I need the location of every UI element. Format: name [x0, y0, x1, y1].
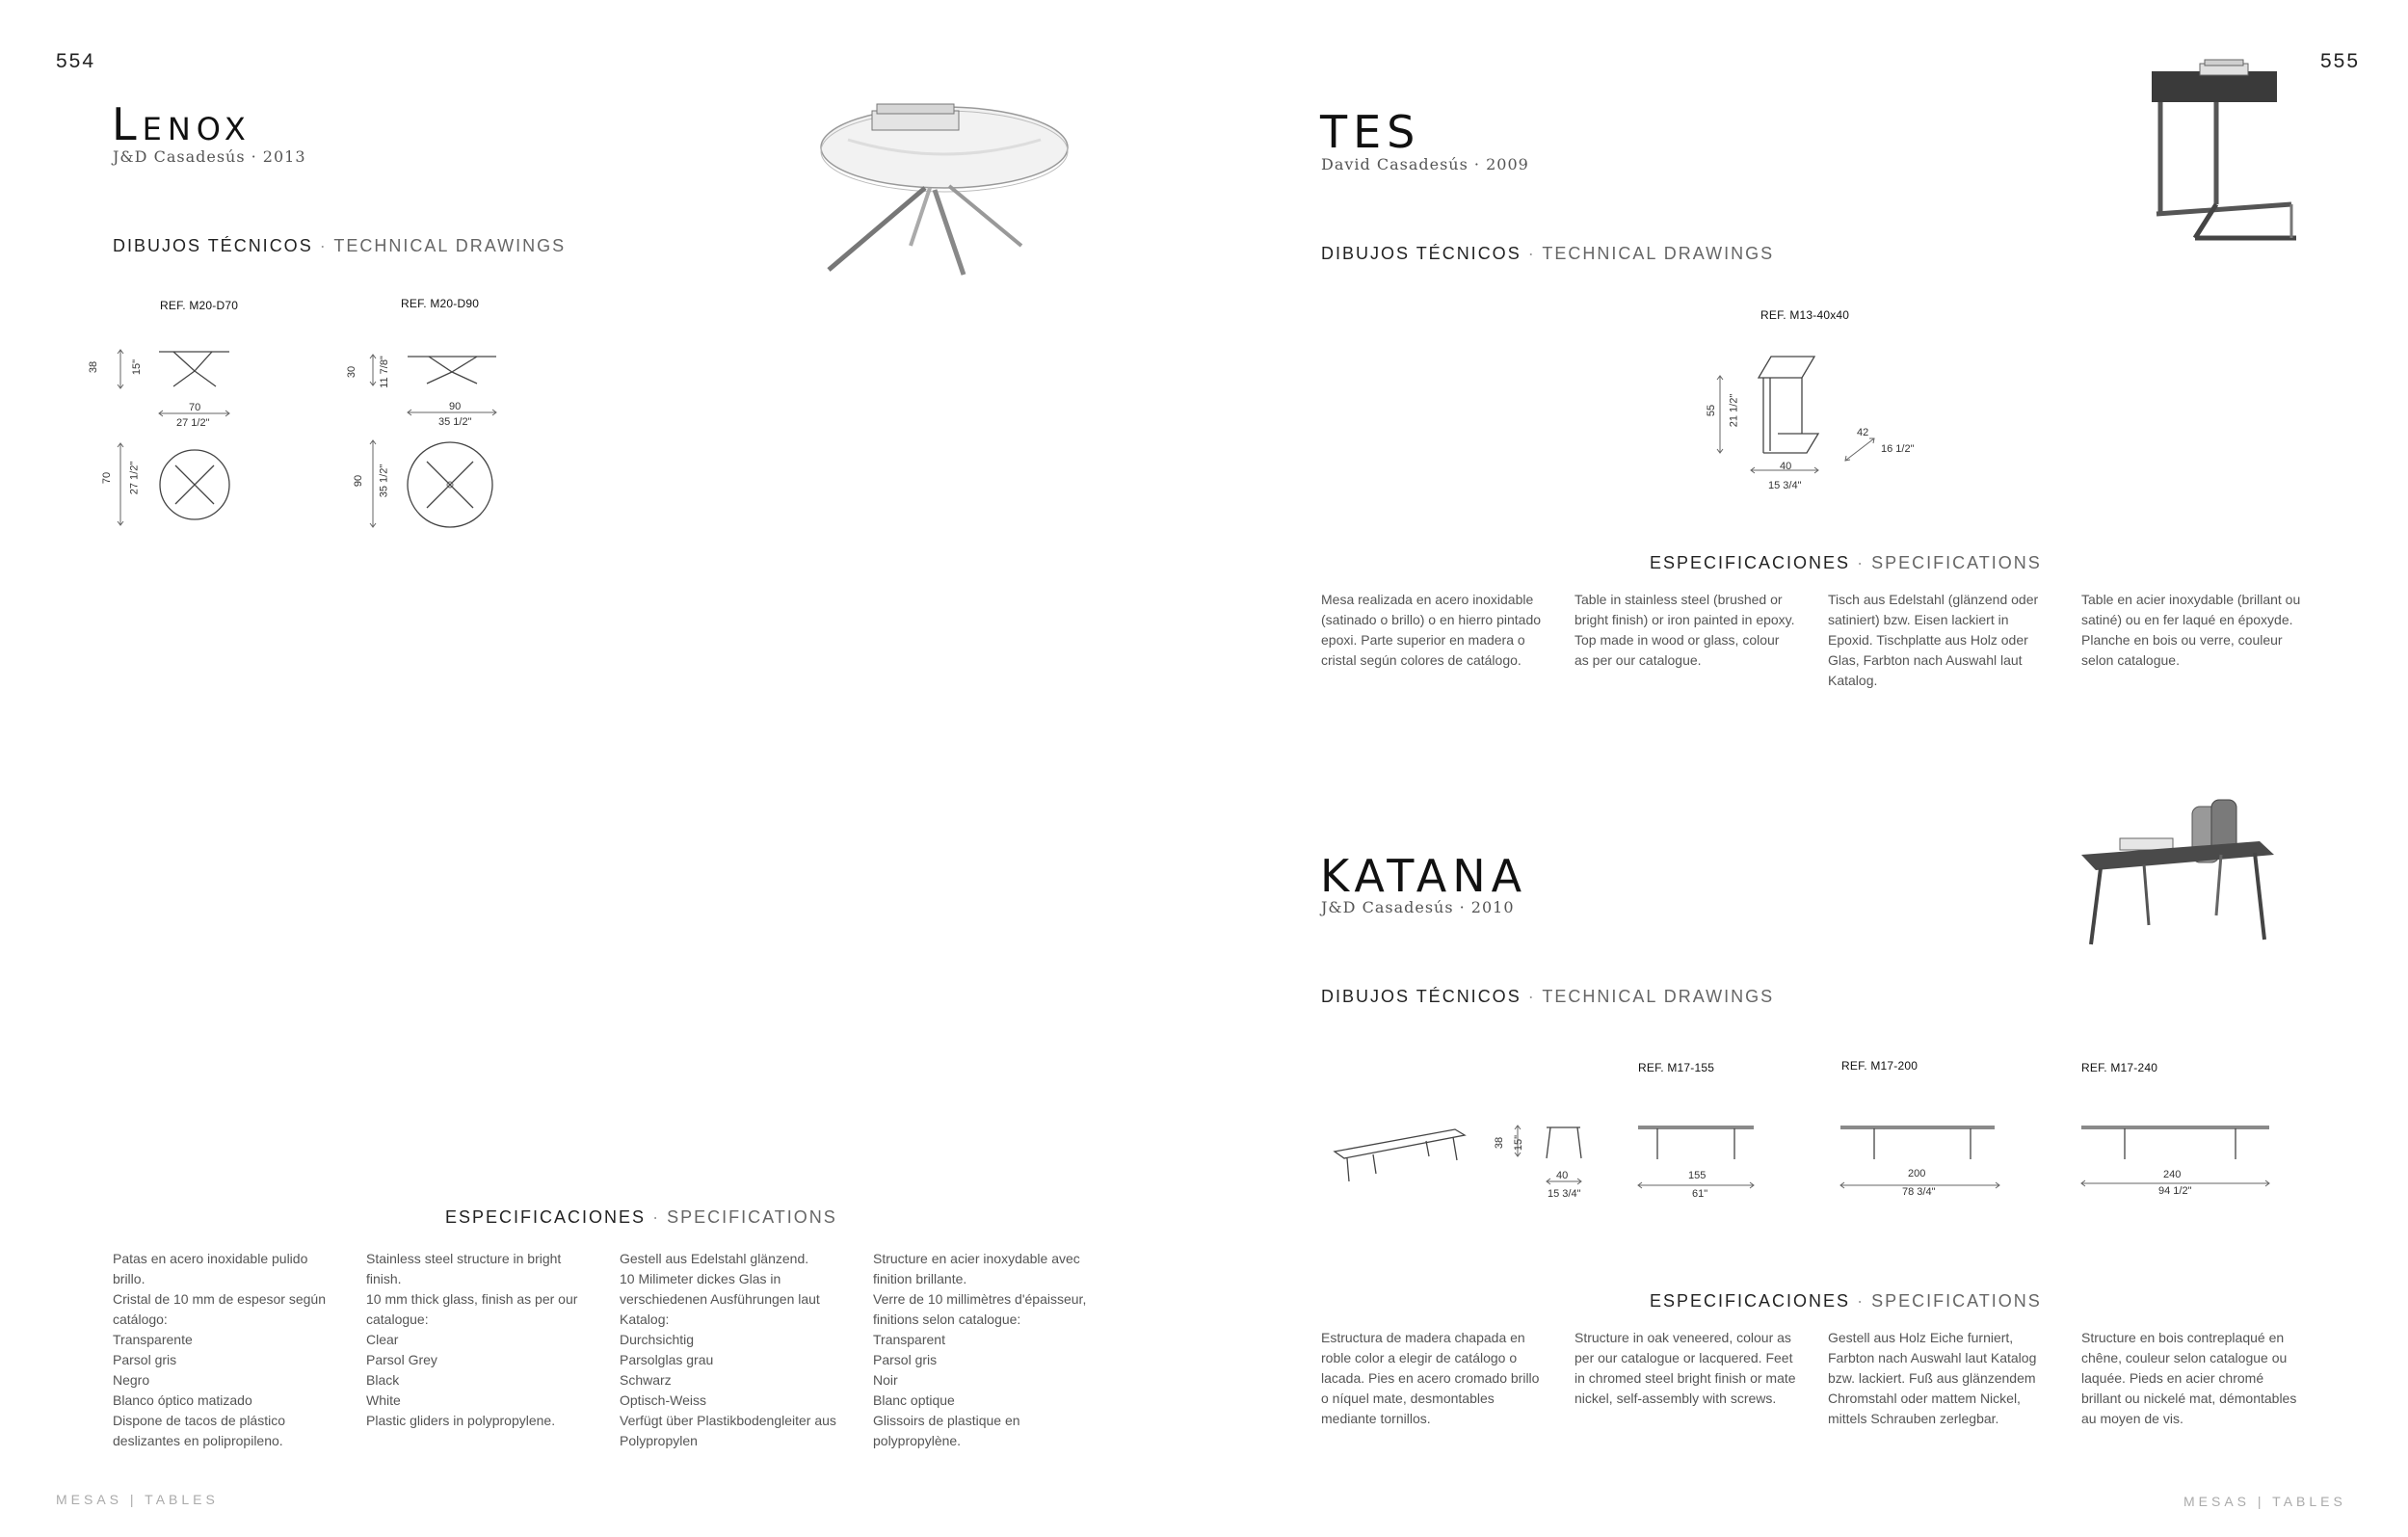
designer-lenox: J&D Casadesús · 2013: [113, 147, 306, 166]
drawings-heading-lenox: [113, 236, 566, 256]
heading-es: ESPECIFICACIONES: [445, 1207, 647, 1227]
lenox-d70-diam-cm: 70: [101, 471, 114, 485]
tes-depth-in: 16 1/2": [1881, 443, 1915, 455]
lenox-d90-width-in: 35 1/2": [438, 416, 472, 428]
designer-katana: J&D Casadesús · 2010: [1321, 898, 1515, 916]
lenox-spec-en: Stainless steel structure in bright finish. 10 mm thick glass, finish as per our catalogue: Clear Parsol Grey Black White Plastic gliders in polypropylene.: [366, 1251, 578, 1428]
ref-m20-d90: REF. M20-D90: [401, 297, 480, 310]
katana-240-width-in: 94 1/2": [2158, 1185, 2192, 1197]
lenox-d70-height-cm: 38: [88, 360, 100, 374]
page-number-left: 554: [56, 50, 96, 72]
heading-es: DIBUJOS TÉCNICOS: [113, 236, 313, 255]
lenox-d70-width-in: 27 1/2": [176, 417, 210, 429]
heading-separator: ·: [1857, 553, 1866, 572]
footer-right: MESAS | TABLES: [2183, 1494, 2346, 1509]
heading-en: TECHNICAL DRAWINGS: [1542, 987, 1775, 1006]
heading-es: ESPECIFICACIONES: [1650, 553, 1851, 572]
lenox-spec-fr: Structure en acier inoxydable avec finition brillante. Verre de 10 millimètres d'épaisseur, finitions selon catalogue: Transparent Parsol gris Noir Blanc optique Glissoirs de plastique en polypropylène.: [873, 1251, 1087, 1448]
katana-height-in: 15": [1513, 1134, 1525, 1152]
specs-heading-tes: [1650, 553, 2042, 573]
lenox-d90-width-cm: 90: [449, 401, 462, 412]
heading-separator: ·: [1527, 987, 1536, 1006]
katana-240-width-cm: 240: [2163, 1169, 2182, 1180]
katana-spec-fr: Structure en bois contreplaqué en chêne, couleur selon catalogue ou laquée. Pieds en acier chromé brillant ou nickelé mat, démontables au moyen de vis.: [2081, 1330, 2297, 1426]
heading-es: DIBUJOS TÉCNICOS: [1321, 987, 1522, 1006]
katana-spec-en: Structure in oak veneered, colour as per our catalogue or lacquered. Feet in chromed steel bright finish or mate nickel, self-assembly with screws.: [1574, 1330, 1796, 1406]
ref-m20-d70: REF. M20-D70: [160, 299, 239, 312]
lenox-product-photo: [819, 101, 1070, 279]
lenox-d90-diam-in: 35 1/2": [378, 464, 390, 498]
heading-es: ESPECIFICACIONES: [1650, 1291, 1851, 1311]
specs-heading-katana: [1650, 1291, 2042, 1312]
katana-depth-in: 15 3/4": [1548, 1188, 1581, 1200]
heading-separator: ·: [652, 1207, 661, 1227]
katana-perspective-drawing: [1330, 1118, 1474, 1185]
katana-spec-de: Gestell aus Holz Eiche furniert, Farbton nach Auswahl laut Katalog bzw. lackiert. Fuß aus glänzendem Chromstahl oder mattem Nickel, mittels Schrauben zerlegbar.: [1828, 1330, 2037, 1426]
specs-heading-lenox: [445, 1207, 837, 1228]
tes-width-in: 15 3/4": [1768, 480, 1802, 491]
ref-m17-200: REF. M17-200: [1841, 1059, 1918, 1073]
katana-height-cm: 38: [1494, 1136, 1506, 1150]
drawings-heading-tes: [1321, 244, 1774, 264]
katana-200-width-in: 78 3/4": [1902, 1186, 1936, 1198]
tes-spec-es: Mesa realizada en acero inoxidable (satinado o brillo) o en hierro pintado epoxi. Parte superior en madera o cristal según colores de catálogo.: [1321, 592, 1542, 668]
tes-drawing: [1710, 347, 1932, 491]
katana-side-drawing: [1498, 1118, 1604, 1195]
heading-en: TECHNICAL DRAWINGS: [333, 236, 567, 255]
tes-height-in: 21 1/2": [1728, 393, 1740, 428]
heading-en: SPECIFICATIONS: [1871, 553, 2042, 572]
lenox-d70-plan: [106, 438, 241, 535]
katana-product-photo: [2077, 795, 2279, 949]
lenox-d70-elevation: [106, 342, 241, 429]
lenox-d70-diam-in: 27 1/2": [128, 461, 141, 495]
heading-es: DIBUJOS TÉCNICOS: [1321, 244, 1522, 263]
katana-155-width-cm: 155: [1688, 1170, 1707, 1181]
tes-spec-fr: Table en acier inoxydable (brillant ou satiné) ou en fer laqué en époxyde. Planche en bois ou verre, couleur selon catalogue.: [2081, 592, 2301, 668]
ref-m17-155: REF. M17-155: [1638, 1061, 1715, 1074]
ref-m17-240: REF. M17-240: [2081, 1061, 2158, 1074]
lenox-spec-de: Gestell aus Edelstahl glänzend. 10 Milimeter dickes Glas in verschiedenen Ausführungen laut Katalog: Durchsichtig Parsolglas grau Schwarz Optisch-Weiss Verfügt über Plastikbodengleiter aus Polypropylen: [620, 1251, 836, 1448]
product-title-tes: TES: [1320, 106, 1421, 158]
katana-200-elevation: [1836, 1123, 2009, 1190]
tes-spec-de: Tisch aus Edelstahl (glänzend oder satiniert) bzw. Eisen lackiert in Epoxid. Tischplatte aus Holz oder Glas, Farbton nach Auswahl laut Katalog.: [1828, 592, 2039, 688]
tes-width-cm: 40: [1780, 461, 1792, 472]
lenox-d90-diam-cm: 90: [353, 474, 365, 488]
lenox-spec-es: Patas en acero inoxidable pulido brillo. Cristal de 10 mm de espesor según catálogo: Transparente Parsol gris Negro Blanco óptico matizado Dispone de tacos de plástico deslizantes en polipropileno.: [113, 1251, 326, 1448]
tes-spec-en: Table in stainless steel (brushed or bright finish) or iron painted in epoxy. Top made in wood or glass, colour as per our catalogue.: [1574, 592, 1795, 668]
designer-tes: David Casadesús · 2009: [1321, 155, 1529, 173]
product-title-katana: KATANA: [1320, 850, 1528, 902]
heading-en: SPECIFICATIONS: [1871, 1291, 2042, 1311]
lenox-d70-width-cm: 70: [189, 402, 201, 413]
lenox-d70-height-in: 15": [131, 358, 144, 376]
katana-spec-es: Estructura de madera chapada en roble color a elegir de catálogo o lacada. Pies en acero cromado brillo o níquel mate, desmontables mediante tornillos.: [1321, 1330, 1540, 1426]
katana-155-width-in: 61": [1692, 1188, 1708, 1200]
heading-en: TECHNICAL DRAWINGS: [1542, 244, 1775, 263]
tes-product-photo: [2147, 60, 2311, 248]
katana-depth-cm: 40: [1556, 1170, 1569, 1181]
lenox-d90-height-in: 11 7/8": [378, 356, 390, 388]
heading-en: SPECIFICATIONS: [667, 1207, 837, 1227]
heading-separator: ·: [319, 236, 328, 255]
heading-separator: ·: [1857, 1291, 1866, 1311]
ref-m13-40x40: REF. M13-40x40: [1760, 308, 1850, 322]
tes-depth-cm: 42: [1857, 427, 1869, 438]
page-number-right: 555: [2320, 50, 2361, 72]
heading-separator: ·: [1527, 244, 1536, 263]
tes-height-cm: 55: [1706, 404, 1718, 417]
product-title-lenox: Lenox: [112, 98, 251, 150]
lenox-d90-height-cm: 30: [346, 365, 358, 379]
footer-left: MESAS | TABLES: [56, 1492, 219, 1507]
katana-200-width-cm: 200: [1908, 1168, 1926, 1179]
drawings-heading-katana: [1321, 987, 1774, 1007]
